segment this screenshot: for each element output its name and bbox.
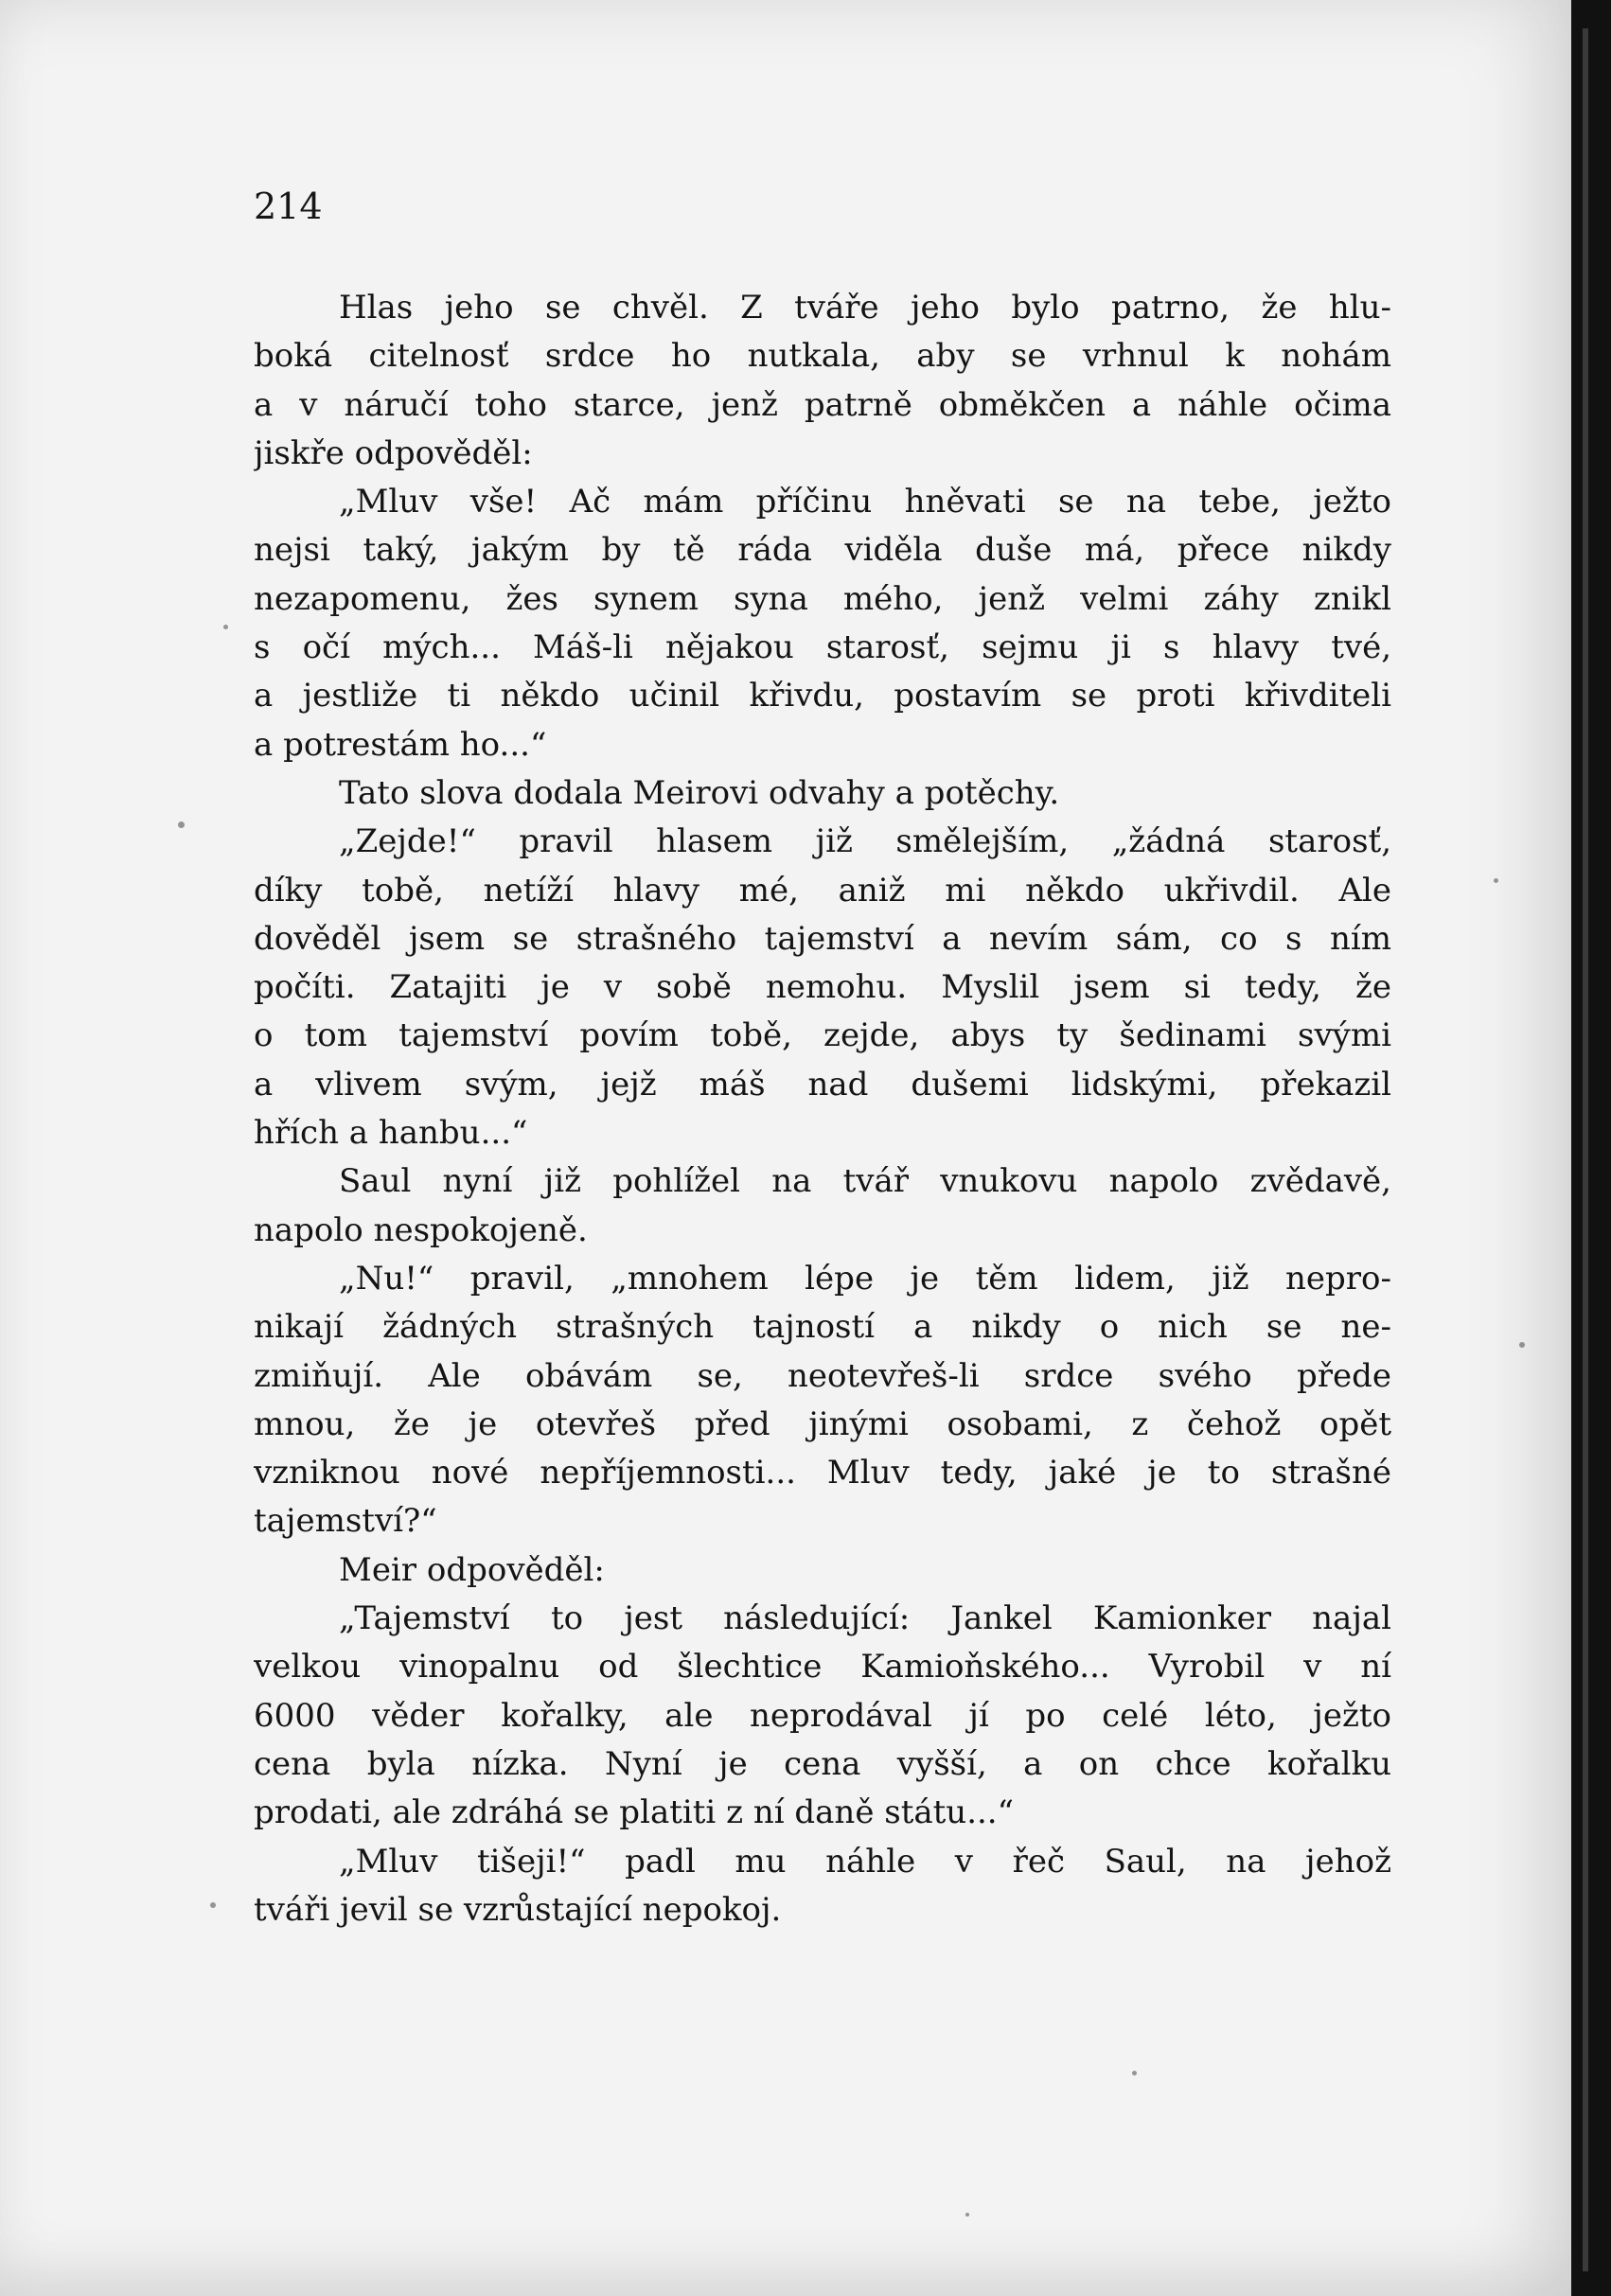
- text-line: Tato slova dodala Meirovi odvahy a potěchy.: [339, 773, 1060, 812]
- text-line: tváři jevil se vzrůstající nepokoj.: [254, 1890, 782, 1929]
- text-line: zmiňují. Ale obávám se, neotevřeš-li srdce svého přede: [254, 1356, 1391, 1395]
- text-line: hřích a hanbu...“: [254, 1114, 528, 1153]
- text-line: „Mluv tišeji!“ padl mu náhle v řeč Saul, na jehož: [339, 1842, 1391, 1881]
- text-line: vzniknou nové nepříjemnosti... Mluv tedy, jaké je to strašné: [254, 1454, 1391, 1492]
- text-line: nezapomenu, žes synem syna mého, jenž velmi záhy znikl: [254, 579, 1391, 618]
- print-speck: [1494, 878, 1498, 883]
- text-line: Saul nyní již pohlížel na tvář vnukovu napolo zvědavě,: [339, 1162, 1391, 1201]
- text-line: cena byla nízka. Nyní je cena vyšší, a on chce kořalku: [254, 1744, 1391, 1783]
- text-line: dověděl jsem se strašného tajemství a nevím sám, co s ním: [254, 919, 1391, 958]
- print-speck: [1132, 2071, 1137, 2075]
- text-line: „Mluv vše! Ač mám příčinu hněvati se na tebe, ježto: [339, 483, 1391, 521]
- print-speck: [210, 1902, 216, 1908]
- page-edge: [1571, 0, 1611, 2296]
- text-line: jiskře odpověděl:: [254, 433, 533, 472]
- body-text: [254, 284, 1391, 1934]
- text-line: a potrestám ho...“: [254, 725, 547, 764]
- text-line: o tom tajemství povím tobě, zejde, abys ty šedinami svými: [254, 1016, 1391, 1055]
- text-line: nejsi taký, jakým by tě ráda viděla duše má, přece nikdy: [254, 531, 1391, 570]
- text-line: napolo nespokojeně.: [254, 1210, 588, 1249]
- text-line: díky tobě, netíží hlavy mé, aniž mi někdo ukřivdil. Ale: [254, 871, 1391, 910]
- text-line: velkou vinopalnu od šlechtice Kamioňského... Vyrobil v ní: [254, 1648, 1391, 1687]
- text-line: Hlas jeho se chvěl. Z tváře jeho bylo patrno, že hlu-: [339, 289, 1391, 327]
- page-edge-line: [1583, 28, 1588, 2271]
- text-line: Meir odpověděl:: [339, 1550, 605, 1589]
- text-line: s očí mých... Máš-li nějakou starosť, sejmu ji s hlavy tvé,: [254, 628, 1391, 667]
- text-line: boká citelnosť srdce ho nutkala, aby se vrhnul k nohám: [254, 337, 1391, 376]
- print-speck: [965, 2213, 969, 2217]
- print-speck: [178, 821, 185, 828]
- text-line: počíti. Zatajiti je v sobě nemohu. Myslil jsem si tedy, že: [254, 968, 1391, 1007]
- text-line: a v náručí toho starce, jenž patrně obměkčen a náhle očima: [254, 385, 1391, 424]
- text-line: „Tajemství to jest následující: Jankel Kamionker najal: [339, 1599, 1391, 1638]
- text-line: nikají žádných strašných tajností a nikdy o nich se ne-: [254, 1308, 1391, 1347]
- text-line: prodati, ale zdráhá se platiti z ní daně státu...“: [254, 1793, 1015, 1832]
- text-line: 6000 věder kořalky, ale neprodával jí po celé léto, ježto: [254, 1696, 1391, 1735]
- print-speck: [1519, 1342, 1525, 1348]
- text-line: „Zejde!“ pravil hlasem již smělejším, „žádná starosť,: [339, 822, 1391, 861]
- text-line: mnou, že je otevřeš před jinými osobami, z čehož opět: [254, 1404, 1391, 1443]
- page-number: 214: [254, 185, 323, 227]
- text-line: tajemství?“: [254, 1502, 437, 1541]
- text-line: a jestliže ti někdo učinil křivdu, postavím se proti křivditeli: [254, 677, 1391, 715]
- text-line: a vlivem svým, jejž máš nad dušemi lidskými, překazil: [254, 1065, 1391, 1104]
- print-speck: [223, 625, 228, 629]
- text-line: „Nu!“ pravil, „mnohem lépe je těm lidem, již nepro-: [339, 1259, 1391, 1298]
